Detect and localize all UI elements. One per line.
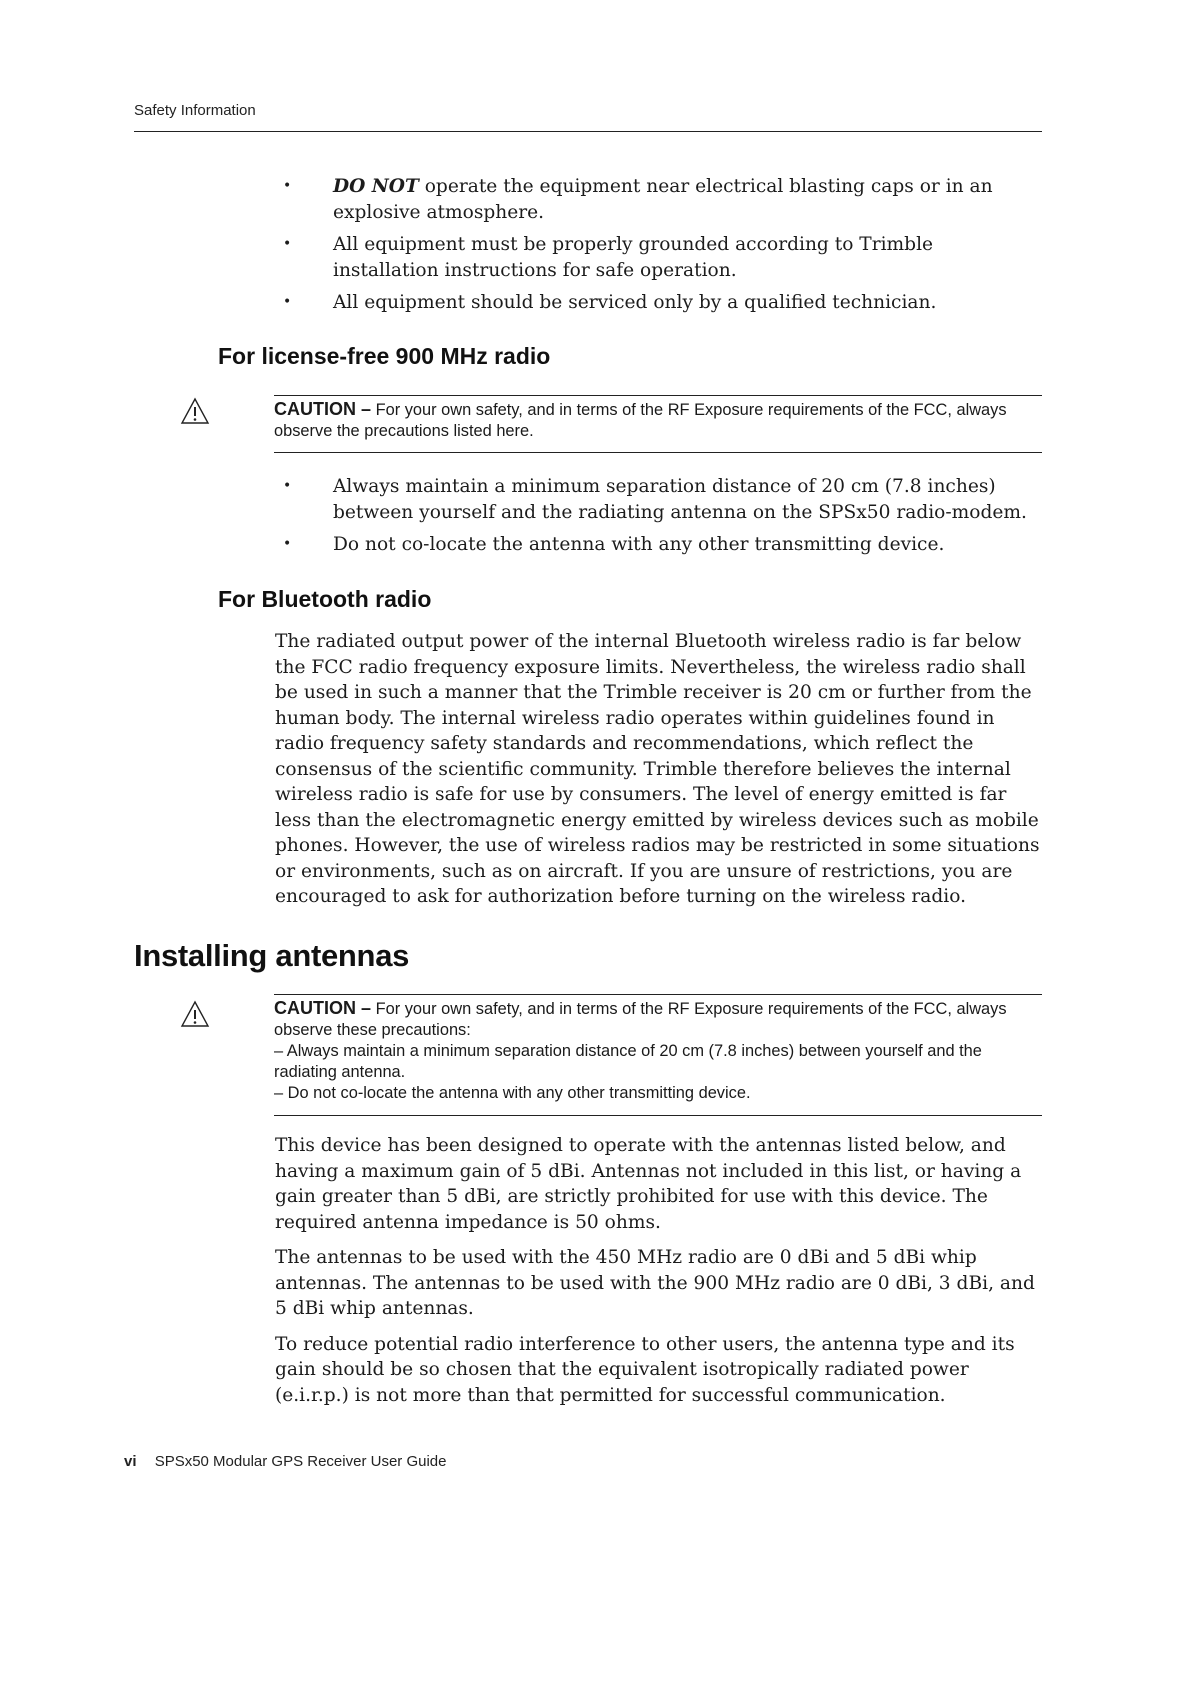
caution-line: – Always maintain a minimum separation distance of 20 cm (7.8 inches) between yourself and the radiating antenna.: [274, 1042, 982, 1081]
bullet-icon: •: [283, 478, 292, 494]
list-item: [283, 532, 1043, 558]
caution-text: For your own safety, and in terms of the RF Exposure requirements of the FCC, always observe these precautions:: [274, 1000, 1007, 1039]
list-item: [283, 174, 1043, 225]
list-item: [283, 474, 1043, 525]
header-divider: [134, 131, 1042, 132]
list-item: [283, 290, 1043, 316]
list-item-text: operate the equipment near electrical blasting caps or in an explosive atmosphere.: [333, 176, 993, 223]
caution-line: – Do not co-locate the antenna with any other transmitting device.: [274, 1084, 751, 1102]
safety-bullet-list: [283, 174, 1043, 323]
antenna-paragraph: To reduce potential radio interference to other users, the antenna type and its gain should be so chosen that the equivalent isotropically radiated power (e.i.r.p.) is not more than that permitted for successful communication.: [275, 1333, 1015, 1406]
page-footer: [124, 1453, 446, 1470]
list-item-text: All equipment should be serviced only by a qualified technician.: [333, 292, 937, 313]
running-header: Safety Information: [134, 102, 256, 119]
bluetooth-paragraph: The radiated output power of the internal Bluetooth wireless radio is far below the FCC radio frequency exposure limits. Nevertheless, the wireless radio shall be used in such a manner that the Trimble receiver is 20 cm or further from the human body. The internal wireless radio operates within guidelines found in radio frequency safety standards and recommendations, which reflect the consensus of the scientific community. Trimble therefore believes the internal wireless radio is safe for use by consumers. The level of energy emitted is far less than the electromagnetic energy emitted by wireless devices such as mobile phones. However, the use of wireless radios may be restricted in some situations or environments, such as on aircraft. If you are unsure of restrictions, you are encouraged to ask for authorization before turning on the wireless radio.: [275, 631, 1040, 907]
warning-triangle-icon: [180, 397, 210, 425]
antenna-paragraphs: [275, 1133, 1043, 1408]
emphasis-text: DO NOT: [333, 176, 419, 197]
section-heading-900mhz: For license-free 900 MHz radio: [218, 343, 551, 369]
warning-triangle-icon: [180, 1000, 210, 1028]
caution-top-rule: [274, 994, 1042, 995]
caution-note: [274, 998, 1044, 1104]
caution-bottom-rule: [274, 452, 1042, 453]
footer-title: SPSx50 Modular GPS Receiver User Guide: [154, 1453, 447, 1470]
antenna-paragraph: The antennas to be used with the 450 MHz radio are 0 dBi and 5 dBi whip antennas. The antennas to be used with the 900 MHz radio are 0 dBi, 3 dBi, and 5 dBi whip antennas.: [275, 1247, 1035, 1319]
radio-bullet-list: [283, 474, 1043, 565]
page-number: vi: [124, 1453, 137, 1470]
section-heading-bluetooth: For Bluetooth radio: [218, 586, 432, 612]
caution-label: CAUTION –: [274, 998, 372, 1018]
caution-top-rule: [274, 395, 1042, 396]
bullet-icon: •: [283, 236, 292, 252]
list-item-text: Do not co-locate the antenna with any other transmitting device.: [333, 534, 945, 555]
caution-text: For your own safety, and in terms of the RF Exposure requirements of the FCC, always observe the precautions listed here.: [274, 401, 1007, 440]
list-item-text: Always maintain a minimum separation distance of 20 cm (7.8 inches) between yourself and the radiating antenna on the SPSx50 radio-modem.: [333, 476, 1027, 523]
list-item: [283, 232, 1043, 283]
list-item-text: All equipment must be properly grounded according to Trimble installation instructions for safe operation.: [333, 234, 934, 281]
section-heading-installing-antennas: Installing antennas: [134, 938, 410, 973]
caution-note: [274, 399, 1044, 442]
caution-label: CAUTION –: [274, 399, 372, 419]
antenna-paragraph: This device has been designed to operate with the antennas listed below, and having a maximum gain of 5 dBi. Antennas not included in this list, or having a gain greater than 5 dBi, are strictly prohibited for use with this device. The required antenna impedance is 50 ohms.: [275, 1135, 1022, 1233]
caution-bottom-rule: [274, 1115, 1042, 1116]
bullet-icon: •: [283, 536, 292, 552]
bullet-icon: •: [283, 294, 292, 310]
bullet-icon: •: [283, 178, 292, 194]
